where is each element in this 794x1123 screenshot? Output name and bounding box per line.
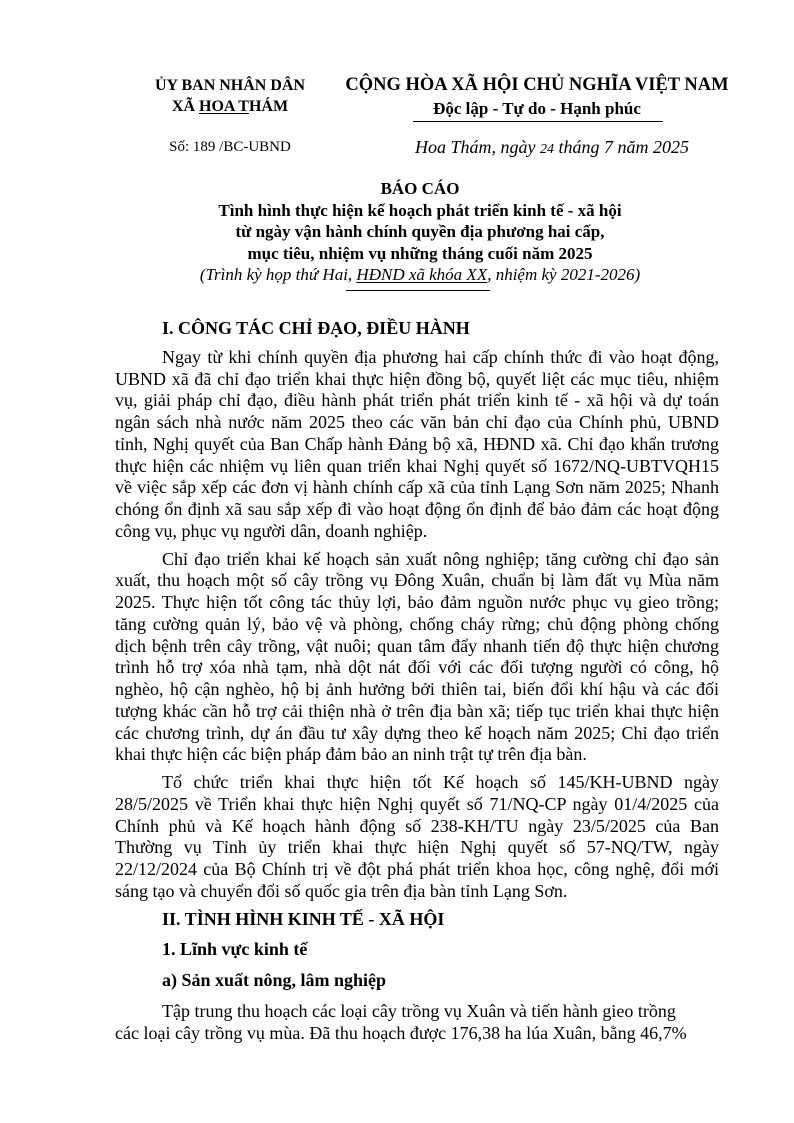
- paragraph: Ngay từ khi chính quyền địa phương hai cấp chính thức đi vào hoạt động, UBND xã đã chỉ đạo triển khai thực hiện đồng bộ, quyết liệt các mục tiêu, nhiệm vụ, giải pháp chỉ đạo, điều hành phát triển phát triển kinh tế - xã hội và dự toán ngân sách nhà nước năm 2025 theo các văn bản chỉ đạo của Chính phủ, UBND tỉnh, Nghị quyết của Ban Chấp hành Đảng bộ xã, HĐND xã. Chỉ đạo khẩn trương thực hiện các nhiệm vụ liên quan triển khai Nghị quyết số 1672/NQ-UBTVQH15 về việc sắp xếp các đơn vị hành chính cấp xã của tỉnh Lạng Sơn năm 2025; Nhanh chóng ổn định xã sau sắp xếp đi vào hoạt động ổn định để bảo đảm các hoạt động công vụ, phục vụ người dân, doanh nghiệp.: [115, 346, 719, 541]
- title-line-1: Tình hình thực hiện kế hoạch phát triển kinh tế - xã hội: [218, 200, 622, 220]
- doc-type: BÁO CÁO: [380, 179, 460, 198]
- date-prefix: Hoa Thám, ngày: [415, 137, 540, 157]
- subtitle-suffix: , nhiệm kỳ 2021-2026): [487, 265, 641, 284]
- document-number: Số: 189 /BC-UBND: [169, 139, 291, 155]
- place-and-date: [402, 136, 702, 161]
- date-day: 24: [540, 142, 554, 157]
- title-subtitle: [110, 264, 730, 286]
- paragraph: Chỉ đạo triển khai kế hoạch sản xuất nông nghiệp; tăng cường chỉ đạo sản xuất, thu hoạch một số cây trồng vụ Đông Xuân, chuẩn bị làm đất vụ Mùa năm 2025. Thực hiện tốt công tác thủy lợi, bảo đảm nguồn nước phục vụ gieo trồng; tăng cường quản lý, bảo vệ và phòng, chống cháy rừng; chủ động phòng chống dịch bệnh trên cây trồng, vật nuôi; quan tâm đẩy nhanh tiến độ thực hiện chương trình hỗ trợ xóa nhà tạm, nhà dột nát đối với các đối tượng người có công, hộ nghèo, hộ cận nghèo, hộ bị ảnh hưởng bởi thiên tai, biến đổi khí hậu và các đối tượng khác cần hỗ trợ cải thiện nhà ở trên địa bàn xã; tiếp tục triển khai thực hiện các chương trình, dự án đầu tư xây dựng theo kế hoạch năm 2025; Chỉ đạo triển khai thực hiện các biện pháp đảm bảo an ninh trật tự trên địa bàn.: [115, 548, 719, 765]
- section-heading-2: II. TÌNH HÌNH KINH TẾ - XÃ HỘI: [162, 908, 445, 929]
- nation-name: CỘNG HÒA XÃ HỘI CHỦ NGHĨA VIỆT NAM: [345, 75, 729, 95]
- motto-divider: [413, 121, 663, 122]
- paragraph-line: các loại cây trồng vụ mùa. Đã thu hoạch được 176,38 ha lúa Xuân, bằng 46,7%: [115, 1022, 687, 1043]
- paragraph-line: Tập trung thu hoạch các loại cây trồng vụ Xuân và tiến hành gieo trồng: [162, 1000, 676, 1021]
- agency-line-1: ỦY BAN NHÂN DÂN: [154, 77, 306, 94]
- document-body: [115, 318, 719, 1044]
- paragraph: Tổ chức triển khai thực hiện tốt Kế hoạch số 145/KH-UBND ngày 28/5/2025 về Triển khai thực hiện Nghị quyết số 71/NQ-CP ngày 01/4/2025 của Chính phủ và Kế hoạch hành động số 238-KH/TU ngày 23/5/2025 của Ban Thường vụ Tỉnh ủy triển khai thực hiện Nghị quyết số 57-NQ/TW, ngày 22/12/2024 của Bộ Chính trị về đột phá phát triển khoa học, công nghệ, đổi mới sáng tạo và chuyển đổi số quốc gia trên địa bàn tỉnh Lạng Sơn.: [115, 772, 719, 901]
- agency-line-2-underlined: HOA T: [199, 98, 249, 115]
- subtitle-underlined: HĐND xã khóa XX: [356, 265, 488, 284]
- national-header: [332, 73, 742, 121]
- title-divider: [346, 290, 490, 291]
- title-line-3: mục tiêu, nhiệm vụ những tháng cuối năm 2025: [247, 243, 593, 263]
- section-heading-1: I. CÔNG TÁC CHỈ ĐẠO, ĐIỀU HÀNH: [162, 318, 470, 338]
- agency-line-2: [130, 96, 330, 117]
- date-suffix: tháng 7 năm 2025: [554, 137, 689, 157]
- subtitle-prefix: (Trình kỳ họp thứ Hai,: [199, 265, 357, 284]
- motto: Độc lập - Tự do - Hạnh phúc: [433, 99, 641, 118]
- title-line-2: từ ngày vận hành chính quyền địa phương hai cấp,: [235, 222, 605, 241]
- document-title: [110, 178, 730, 286]
- issuing-agency: [130, 75, 330, 117]
- agency-line-2-prefix: XÃ: [171, 98, 200, 115]
- agency-line-2-suffix: HÁM: [248, 98, 289, 115]
- subsection-heading-1a: a) Sản xuất nông, lâm nghiệp: [162, 970, 387, 990]
- subsection-heading-1: 1. Lĩnh vực kinh tế: [162, 939, 308, 960]
